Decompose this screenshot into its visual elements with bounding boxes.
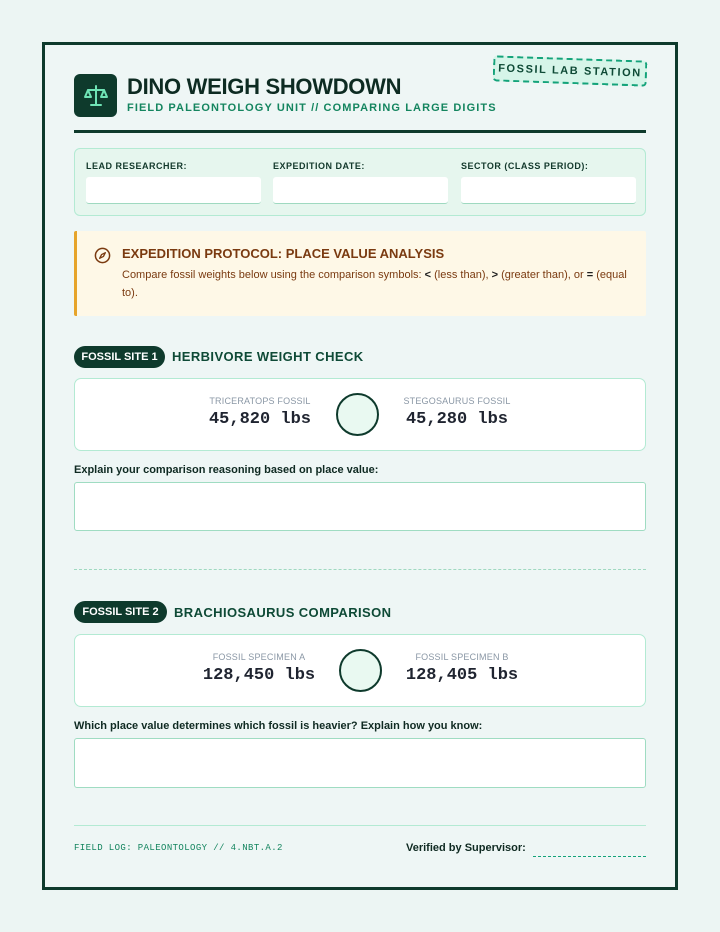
site-1-answer-box[interactable] <box>74 482 646 531</box>
info-panel <box>74 148 646 216</box>
header-divider <box>74 130 646 133</box>
section-divider <box>74 569 646 570</box>
protocol-title: EXPEDITION PROTOCOL: PLACE VALUE ANALYSIS <box>122 246 445 261</box>
verified-label: Verified by Supervisor: <box>406 842 526 854</box>
protocol-box <box>74 231 646 316</box>
specimen-a <box>197 652 321 685</box>
site-1-question: Explain your comparison reasoning based on place value: <box>74 464 379 476</box>
site-2-heading: BRACHIOSAURUS COMPARISON <box>174 605 392 620</box>
sector-field <box>461 161 636 204</box>
lead-researcher-input[interactable] <box>86 177 261 204</box>
specimen-weight: 128,450 lbs <box>202 666 316 685</box>
equal-text: (equal to). <box>122 269 627 299</box>
site-1-badge: FOSSIL SITE 1 <box>74 346 165 368</box>
site-2-comparison-card <box>74 634 646 707</box>
lead-researcher-label: LEAD RESEARCHER: <box>86 161 188 171</box>
triceratops-specimen <box>197 396 323 429</box>
equal-symbol: = <box>586 269 594 281</box>
station-stamp: FOSSIL LAB STATION <box>493 55 648 86</box>
sector-label: SECTOR (CLASS PERIOD): <box>461 161 589 171</box>
specimen-label: FOSSIL SPECIMEN A <box>212 652 306 662</box>
footer-divider <box>74 825 646 826</box>
specimen-weight: 45,820 lbs <box>208 410 312 429</box>
supervisor-signature-line[interactable] <box>533 856 646 857</box>
expedition-date-label: EXPEDITION DATE: <box>273 161 365 171</box>
less-than-symbol: < <box>424 269 432 281</box>
field-log-code: FIELD LOG: PALEONTOLOGY // 4.NBT.A.2 <box>74 843 283 853</box>
specimen-label: STEGOSAURUS FOSSIL <box>403 396 511 406</box>
site-2-answer-box[interactable] <box>74 738 646 788</box>
sector-input[interactable] <box>461 177 636 204</box>
less-than-text: (less than), <box>431 269 492 281</box>
site-1-heading: HERBIVORE WEIGHT CHECK <box>172 349 364 364</box>
site-1-comparison-card <box>74 378 646 451</box>
balance-scale-icon <box>83 83 109 109</box>
expedition-date-field <box>273 161 448 204</box>
site-2-question: Which place value determines which fossil is heavier? Explain how you know: <box>74 720 483 732</box>
specimen-b <box>397 652 527 685</box>
logo <box>74 74 117 117</box>
specimen-weight: 45,280 lbs <box>405 410 509 429</box>
specimen-label: FOSSIL SPECIMEN B <box>415 652 509 662</box>
greater-than-text: (greater than), or <box>498 269 587 281</box>
lead-researcher-field <box>86 161 261 204</box>
stegosaurus-specimen <box>392 396 522 429</box>
comparison-symbol-circle[interactable] <box>336 393 379 436</box>
greater-than-symbol: > <box>491 269 499 281</box>
comparison-symbol-circle[interactable] <box>339 649 382 692</box>
page-title: DINO WEIGH SHOWDOWN <box>127 74 402 99</box>
protocol-text: Compare fossil weights below using the comparison symbols: <box>122 269 425 281</box>
site-2-badge: FOSSIL SITE 2 <box>74 601 167 623</box>
compass-icon <box>94 247 111 264</box>
expedition-date-input[interactable] <box>273 177 448 204</box>
protocol-instructions <box>122 266 627 302</box>
specimen-label: TRICERATOPS FOSSIL <box>209 396 311 406</box>
specimen-weight: 128,405 lbs <box>405 666 519 685</box>
page-subtitle: FIELD PALEONTOLOGY UNIT // COMPARING LARGE DIGITS <box>127 102 497 114</box>
